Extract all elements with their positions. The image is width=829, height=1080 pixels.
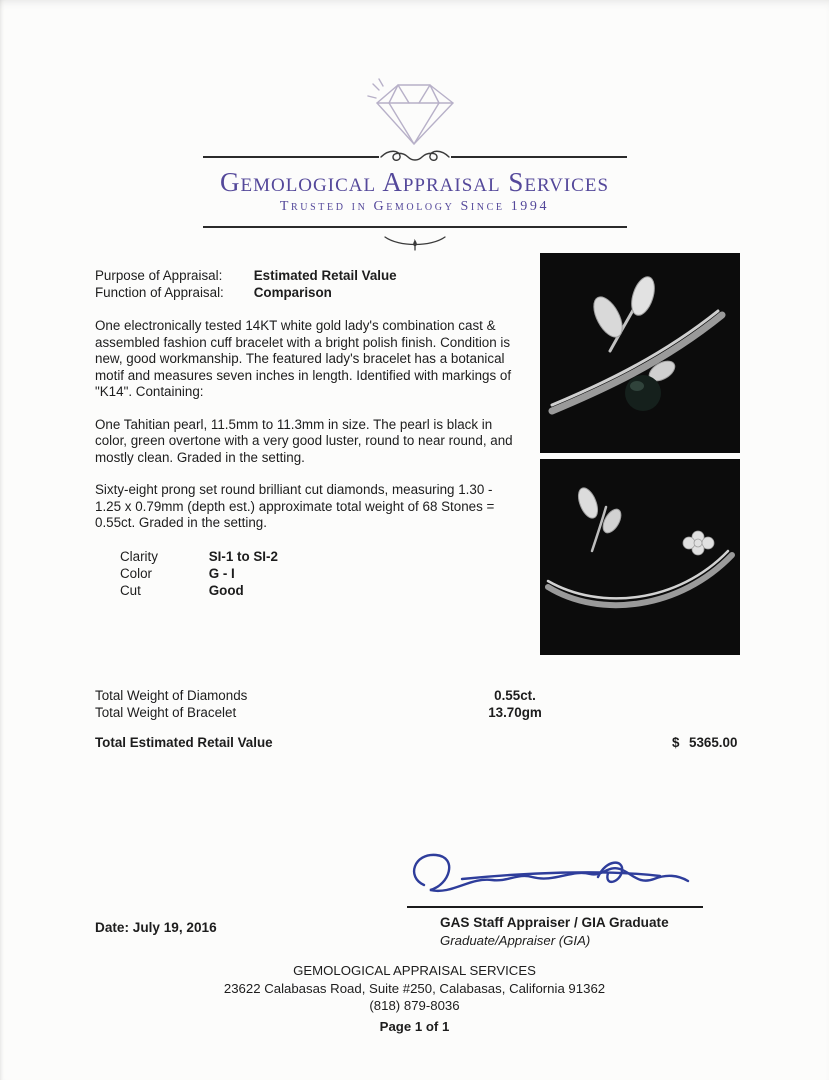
diamond-logo-icon [365, 76, 465, 148]
cut-label: Cut [120, 582, 141, 598]
description-paragraph-3: Sixty-eight prong set round brilliant cut diamonds, measuring 1.30 - 1.25 x 0.79mm (depth est.) approximate total weight of 68 Stones = 0.55ct. Graded in the setting. [95, 482, 495, 530]
brand-title: Gemological Appraisal Services [219, 167, 610, 197]
masthead [203, 76, 627, 258]
footer-company: GEMOLOGICAL APPRAISAL SERVICES [293, 963, 536, 978]
page-number: Page 1 of 1 [379, 1018, 450, 1034]
bracelet-photo-bottom-image [540, 459, 740, 655]
purpose-label: Purpose of Appraisal: [95, 268, 223, 283]
color-value: G - I [208, 565, 235, 581]
footer-phone: (818) 879-8036 [369, 998, 460, 1013]
color-label: Color [120, 565, 152, 581]
function-value: Comparison [253, 284, 332, 300]
grading-table [95, 548, 519, 599]
purpose-value: Estimated Retail Value [253, 268, 397, 283]
scroll-ornament-icon [379, 148, 451, 166]
description-paragraph-1: One electronically tested 14KT white gold lady's combination cast & assembled fashion cuff bracelet with a bright polish finish. Condition is new, good workmanship. The featured lady's bracelet has a botanical motif and measures seven inches in length. Identified with markings of "K14". Containing: [95, 318, 512, 399]
rule-right [451, 156, 627, 158]
date-label: Date: July 19, 2016 [95, 920, 217, 935]
ornament-rule-top [203, 150, 627, 164]
total-bracelet-label: Total Weight of Bracelet [95, 705, 237, 720]
total-diamonds-label: Total Weight of Diamonds [95, 688, 248, 703]
grand-total-row [95, 735, 738, 752]
total-bracelet-row [95, 705, 735, 722]
description-paragraph-2: One Tahitian pearl, 11.5mm to 11.3mm in size. The pearl is black in color, green overtone with a very good luster, round to near round, and mostly clean. Graded in the setting. [95, 416, 513, 465]
clarity-label: Clarity [120, 548, 158, 564]
bracelet-photo-top [540, 253, 740, 453]
flourish-icon [383, 235, 447, 253]
clarity-value: SI-1 to SI-2 [208, 548, 278, 564]
appraisal-body [95, 268, 519, 599]
signature [402, 843, 698, 907]
total-diamonds-value: 0.55ct. [494, 688, 536, 703]
signature-line [407, 906, 703, 908]
cut-value: Good [208, 582, 244, 598]
purpose-row [95, 268, 519, 285]
grading-row-clarity [95, 548, 519, 565]
total-bracelet-value: 13.70gm [488, 705, 542, 720]
total-diamonds-row [95, 688, 735, 705]
bracelet-photo-bottom [540, 459, 740, 655]
grand-total-amount: 5365.00 [689, 735, 738, 750]
function-label: Function of Appraisal: [95, 284, 224, 300]
diamond-logo [203, 76, 627, 148]
rule-left [203, 156, 379, 158]
grand-total-label: Total Estimated Retail Value [95, 735, 273, 750]
rule-bottom-line [203, 226, 627, 228]
appraiser-title: GAS Staff Appraiser / GIA Graduate [440, 915, 669, 930]
bracelet-photo-top-image [540, 253, 740, 453]
function-row [95, 285, 519, 302]
rule-bottom [203, 220, 627, 234]
footer-address: 23622 Calabasas Road, Suite #250, Calabasas, California 91362 [223, 980, 606, 996]
footer [0, 962, 829, 1035]
appraiser-credential: Graduate/Appraiser (GIA) [440, 933, 591, 948]
appraisal-meta [95, 268, 519, 301]
currency-symbol: $ [672, 735, 680, 750]
brand-tagline: Trusted in Gemology Since 1994 [279, 199, 550, 214]
grading-row-cut [95, 582, 519, 599]
grading-row-color [95, 565, 519, 582]
